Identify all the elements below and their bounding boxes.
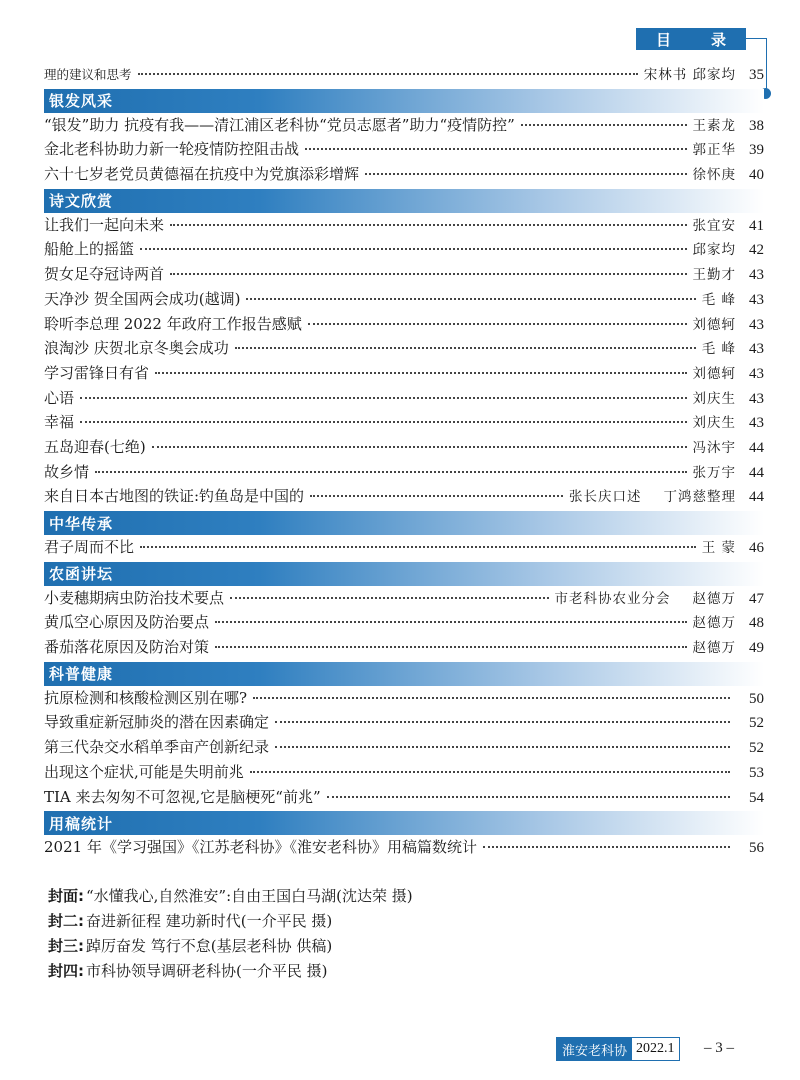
entry-author: 徐怀庚 [692, 167, 736, 184]
toc-entry[interactable] [44, 536, 764, 561]
toc-entry[interactable] [44, 587, 764, 612]
entry-page-number: 43 [749, 365, 764, 382]
toc-header-tab [636, 28, 766, 50]
entry-page-number: 43 [749, 415, 764, 432]
entry-title: 理的建议和思考 [44, 67, 132, 82]
toc-entry[interactable] [44, 138, 764, 163]
entry-author: 赵德万 [692, 640, 736, 657]
section-header: 用稿统计 [44, 811, 764, 835]
leader-dots [305, 148, 686, 150]
entry-page-number: 47 [749, 590, 764, 607]
entry-title: 小麦穗期病虫防治技术要点 [44, 588, 225, 607]
entry-contributor: 张长庆口述 [569, 489, 642, 506]
entry-author: 毛 峰 [701, 341, 736, 358]
entry-title: 导致重症新冠肺炎的潜在因素确定 [44, 713, 270, 732]
cover-description: “水懂我心,自然淮安”:自由王国白马湖(沈达荣 摄) [86, 887, 413, 905]
entry-page-number: 42 [749, 242, 764, 259]
leader-dots [138, 73, 638, 75]
entry-author: 邱家均 [692, 242, 736, 259]
cover-description: 市科协领导调研老科协(一介平民 摄) [86, 962, 328, 980]
toc-entry[interactable] [44, 436, 764, 461]
cover-credit-line [48, 908, 413, 933]
leader-dots [250, 771, 730, 773]
leader-dots [155, 372, 686, 374]
leader-dots [483, 846, 730, 848]
leader-dots [215, 621, 686, 623]
section-header: 银发风采 [44, 89, 764, 113]
entry-page-number: 43 [749, 291, 764, 308]
entry-title: 幸福 [44, 413, 75, 432]
entry-author: 毛 峰 [701, 291, 736, 308]
entry-page-number: 53 [749, 764, 764, 781]
entry-page-number: 39 [749, 142, 764, 159]
entry-author: 赵德万 [692, 590, 736, 607]
entry-page-number: 43 [749, 390, 764, 407]
entry-title: 第三代杂交水稻单季亩产创新纪录 [44, 738, 270, 757]
leader-dots [253, 697, 730, 699]
entry-title: 浪淘沙 庆贺北京冬奥会成功 [44, 339, 229, 358]
entry-page-number: 35 [749, 67, 764, 83]
entry-page-number: 48 [749, 615, 764, 632]
leader-dots [310, 495, 563, 497]
toc-entry[interactable] [44, 238, 764, 263]
leader-dots [235, 347, 696, 349]
toc-entry[interactable] [44, 611, 764, 636]
toc-entry[interactable] [44, 485, 764, 510]
toc-entry[interactable] [44, 687, 764, 712]
cover-label: 封三: [48, 937, 84, 955]
entry-title: 黄瓜空心原因及防治要点 [44, 613, 210, 632]
leader-dots [170, 273, 686, 275]
toc-header-label: 目录 [655, 30, 766, 49]
entry-page-number: 52 [749, 715, 764, 732]
entry-title: 君子周而不比 [44, 538, 135, 556]
entry-author: 刘德轲 [692, 365, 736, 382]
entry-page-number: 56 [749, 840, 764, 857]
leader-dots [275, 746, 730, 748]
cover-label: 封二: [48, 912, 84, 930]
toc-entry[interactable] [44, 461, 764, 486]
section-header: 农函讲坛 [44, 562, 764, 586]
toc-entry[interactable] [44, 263, 764, 288]
journal-issue: 2022.1 [632, 1038, 679, 1060]
entry-page-number: 43 [749, 341, 764, 358]
entry-title: 五岛迎春(七绝) [44, 437, 146, 456]
entry-author: 张宜安 [692, 217, 736, 234]
section-header: 诗文欣赏 [44, 189, 764, 213]
entry-page-number: 44 [749, 439, 764, 456]
entry-title: 故乡情 [44, 462, 90, 481]
toc-entry[interactable] [44, 313, 764, 338]
entry-author: 张万宇 [692, 464, 736, 481]
toc-entry[interactable] [44, 288, 764, 313]
toc-entry[interactable] [44, 411, 764, 436]
entry-page-number: 41 [749, 217, 764, 234]
entry-title: 2021 年《学习强国》《江苏老科协》《淮安老科协》用稿篇数统计 [44, 838, 477, 857]
toc-entry[interactable] [44, 114, 764, 139]
entry-author: 刘庆生 [692, 390, 736, 407]
entry-author: 刘德轲 [692, 316, 736, 333]
entry-author: 王 蒙 [701, 540, 736, 556]
entry-title: 金北老科协助力新一轮疫情防控阻击战 [44, 140, 300, 159]
leader-dots [80, 397, 686, 399]
entry-title: 船舱上的摇篮 [44, 240, 135, 259]
toc-entry[interactable] [44, 786, 764, 811]
page-number: – 3 – [704, 1040, 734, 1056]
cover-label: 封面: [48, 887, 84, 905]
entry-title: 六十七岁老党员黄德福在抗疫中为党旗添彩增辉 [44, 165, 360, 184]
leader-dots [230, 597, 548, 599]
entry-author: 宋林书 邱家均 [643, 67, 736, 83]
cover-credits [48, 883, 413, 983]
entry-page-number: 38 [749, 117, 764, 134]
entry-contributor: 市老科协农业分会 [554, 590, 671, 607]
entry-author: 王素龙 [692, 117, 736, 134]
entry-title: “银发”助力 抗疫有我——清江浦区老科协“党员志愿者”助力“疫情防控” [44, 115, 515, 134]
leader-dots [246, 298, 695, 300]
entry-page-number: 49 [749, 640, 764, 657]
entry-author: 郭正华 [692, 142, 736, 159]
entry-page-number: 43 [749, 267, 764, 284]
entry-author: 王勤才 [692, 267, 736, 284]
cover-description: 奋进新征程 建功新时代(一介平民 摄) [86, 912, 333, 930]
leader-dots [521, 124, 687, 126]
entry-page-number: 40 [749, 167, 764, 184]
entry-title: 抗原检测和核酸检测区别在哪? [44, 688, 248, 707]
entry-title: 学习雷锋日有省 [44, 363, 150, 382]
entry-page-number: 52 [749, 740, 764, 757]
toc-entry[interactable] [44, 736, 764, 761]
cover-credit-line [48, 883, 413, 908]
toc-entry[interactable] [44, 63, 764, 88]
toc-entry[interactable] [44, 214, 764, 239]
entry-title: 聆听李总理 2022 年政府工作报告感赋 [44, 314, 302, 333]
toc-entry[interactable] [44, 163, 764, 188]
toc-entry[interactable] [44, 387, 764, 412]
cover-credit-line [48, 933, 413, 958]
entry-author: 赵德万 [692, 615, 736, 632]
entry-page-number: 44 [749, 489, 764, 506]
section-header: 中华传承 [44, 511, 764, 535]
leader-dots [80, 421, 686, 423]
entry-page-number: 44 [749, 464, 764, 481]
toc-entry[interactable] [44, 362, 764, 387]
entry-page-number: 54 [749, 789, 764, 806]
entry-author: 丁鸿慈整理 [663, 489, 736, 506]
leader-dots [327, 796, 730, 798]
toc-entry[interactable] [44, 337, 764, 362]
entry-title: 贺女足夺冠诗两首 [44, 265, 165, 284]
journal-footer-badge [556, 1037, 680, 1061]
section-header: 科普健康 [44, 662, 764, 686]
leader-dots [140, 248, 686, 250]
cover-credit-line [48, 958, 413, 983]
entry-title: 来自日本古地图的铁证:钓鱼岛是中国的 [44, 487, 305, 506]
leader-dots [365, 173, 686, 175]
leader-dots [170, 224, 686, 226]
entry-page-number: 50 [749, 690, 764, 707]
entry-page-number: 43 [749, 316, 764, 333]
entry-title: 心语 [44, 388, 75, 407]
toc-entry[interactable] [44, 636, 764, 661]
entry-title: 让我们一起向未来 [44, 215, 165, 234]
entry-title: 天净沙 贺全国两会成功(越调) [44, 289, 241, 308]
entry-author: 刘庆生 [692, 415, 736, 432]
entry-title: TIA 来去匆匆不可忽视,它是脑梗死“前兆” [44, 787, 321, 806]
journal-name: 淮安老科协 [557, 1038, 632, 1060]
table-of-contents [44, 63, 764, 861]
leader-dots [140, 546, 696, 548]
toc-entry[interactable] [44, 761, 764, 786]
toc-entry[interactable] [44, 836, 764, 861]
entry-title: 出现这个症状,可能是失明前兆 [44, 762, 244, 781]
toc-entry[interactable] [44, 711, 764, 736]
leader-dots [215, 646, 686, 648]
cover-description: 踔厉奋发 笃行不怠(基层老科协 供稿) [86, 937, 333, 955]
entry-title: 番茄落花原因及防治对策 [44, 638, 210, 657]
entry-author: 冯沐宇 [692, 439, 736, 456]
entry-page-number: 46 [749, 540, 764, 556]
leader-dots [95, 471, 686, 473]
leader-dots [275, 721, 730, 723]
leader-dots [308, 323, 687, 325]
cover-label: 封四: [48, 962, 84, 980]
leader-dots [152, 446, 687, 448]
